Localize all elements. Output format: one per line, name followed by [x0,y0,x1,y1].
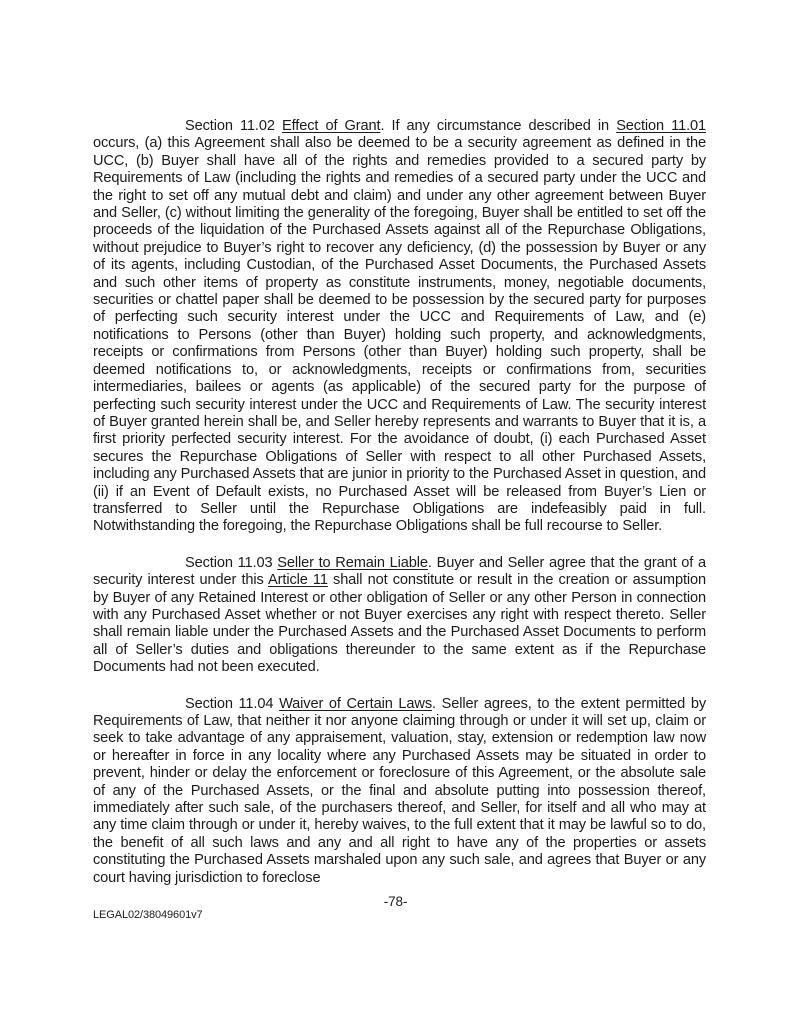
paragraph-section-11-03 [93,555,706,677]
paragraph-text: . If any circumstance described in [380,118,617,134]
page-number: -78- [383,894,408,909]
document-body [93,118,706,906]
underlined-reference: Section 11.01 [616,118,707,134]
paragraph-text: shall not constitute or result in the creation or assumption by Buyer of any Retained Interest or other obligation of Seller or any other Person in connection with any Purchased Asset whether or not Buyer exercises any right with respect thereto. Seller shall remain liable under the Purchased Assets and the Purchased Asset Documents to perform all of Seller’s duties and obligations thereunder to the same extent as if the Repurchase Documents had not been executed. [93,572,707,676]
underlined-reference: Effect of Grant [281,118,381,134]
underlined-reference: Waiver of Certain Laws [279,695,432,712]
paragraph-text: occurs, (a) this Agreement shall also be deemed to be a security agreement as defined in the UCC, (b) Buyer shall have all of the rights and remedies provided to a secured party by Requirements of Law (including the rights and remedies of a secured party under the UCC and the right to set off any mutual debt and claim) and under any other agreement between Buyer and Seller, (c) without limiting the generality of the foregoing, Buyer shall be entitled to set off the proceeds of the liquidation of the Purchased Assets against all of the Repurchase Obligations, without prejudice to Buyer’s right to recover any deficiency, (d) the possession by Buyer or any of its agents, including Custodian, of the Purchased Asset Documents, the Purchased Assets and such other items of property as constitute instruments, money, negotiable documents, securities or chattel paper shall be deemed to be possession by the secured party for purposes of perfecting such security interest under the UCC and Requirements of Law, and (e) notifications to Persons (other than Buyer) holding such property, and acknowledgments, receipts or confirmations from Persons (other than Buyer) holding such property, shall be deemed notifications to, or acknowledgments, receipts or confirmations from, securities intermediaries, bailees or agents (as applicable) of the secured party for the purpose of perfecting such security interest under the UCC and Requirements of Law. The security interest of Buyer granted herein shall be, and Seller hereby represents and warrants to Buyer that it is, a first priority perfected security interest. For the avoidance of doubt, (i) each Purchased Asset secures the Repurchase Obligations of Seller with respect to all other Purchased Assets, including any Purchased Assets that are junior in priority to the Purchased Asset in question, and (ii) if an Event of Default exists, no Purchased Asset will be released from Buyer’s Lien or transferred to Seller until the Repurchase Obligations are indefeasibly paid in full. Notwithstanding the foregoing, the Repurchase Obligations shall be full recourse to Seller. [93,135,706,535]
paragraph-section-11-04 [93,696,706,887]
document-id-stamp: LEGAL02/38049601v7 [93,909,203,921]
paragraph-text: Section 11.04 [185,695,280,712]
paragraph-text: . Buyer and Seller agree that the grant of a security interest under this [93,554,707,589]
paragraph-text: . Seller agrees, to the extent permitted by Requirements of Law, that neither it nor anyone claiming through or under it will set up, claim or seek to take advantage of any appraisement, valuation, stay, extension or redemption law now or hereafter in force in any locality where any Purchased Assets may be situated in order to prevent, hinder or delay the enforcement or foreclosure of this Agreement, or the absolute sale of any of the Purchased Assets, or the final and absolute putting into possession thereof, immediately after such sale, of the purchasers thereof, and Seller, for itself and all who may at any time claim through or under it, hereby waives, to the full extent that it may be lawful so to do, the benefit of all such laws and any and all right to have any of the properties or assets constituting the Purchased Assets marshaled upon any such sale, and agrees that Buyer or any court having jurisdiction to foreclose [93,695,706,886]
paragraph-text: Section 11.02 [185,118,282,134]
underlined-reference: Article 11 [268,572,328,589]
paragraph-text: Section 11.03 [185,554,278,571]
underlined-reference: Seller to Remain Liable [277,554,428,571]
paragraph-section-11-02 [93,118,706,536]
